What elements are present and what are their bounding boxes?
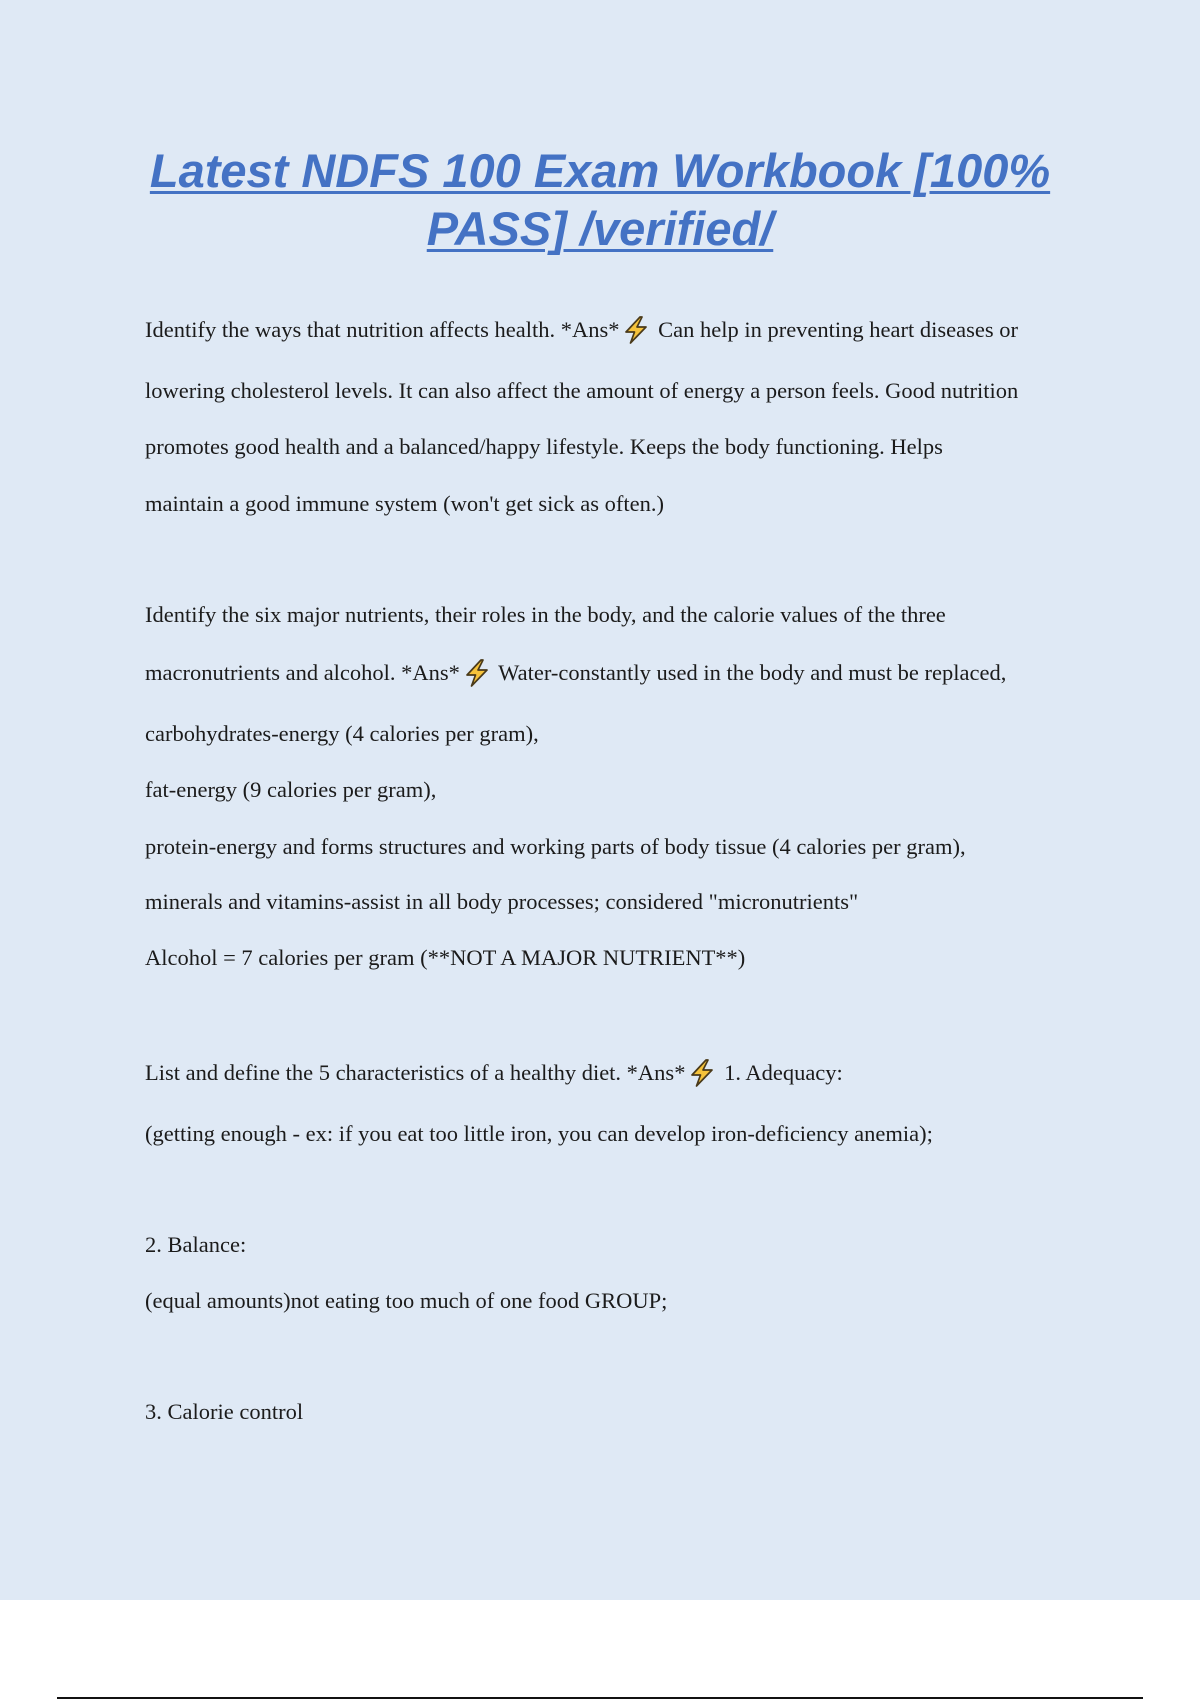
q3-question-text: List and define the 5 characteristics of a healthy diet. *Ans* bbox=[145, 1060, 686, 1085]
q2-line-6: minerals and vitamins-assist in all body processes; considered "micronutrients" bbox=[145, 889, 859, 914]
q2-line-1: Identify the six major nutrients, their roles in the body, and the calorie values of the three bbox=[145, 602, 946, 627]
q2-line-4: fat-energy (9 calories per gram), bbox=[145, 777, 437, 802]
q3-line-2: (getting enough - ex: if you eat too little iron, you can develop iron-deficiency anemia); bbox=[145, 1121, 933, 1146]
lightning-bolt-icon bbox=[621, 316, 651, 344]
q3-line-3: 2. Balance: bbox=[145, 1232, 247, 1257]
q2-question-text: macronutrients and alcohol. *Ans* bbox=[145, 660, 460, 685]
q3-answer-start: 1. Adequacy: bbox=[718, 1060, 843, 1085]
document-title: Latest NDFS 100 Exam Workbook [100% PASS] /verified/ bbox=[149, 144, 1051, 255]
q2-line-7: Alcohol = 7 calories per gram (**NOT A MAJOR NUTRIENT**) bbox=[145, 945, 746, 970]
q1-question-text: Identify the ways that nutrition affects health. *Ans* bbox=[145, 317, 620, 342]
q1-answer-start: Can help in preventing heart diseases or bbox=[652, 317, 1018, 342]
q3-line-5: 3. Calorie control bbox=[145, 1399, 304, 1424]
q3-line-1 bbox=[145, 1059, 843, 1087]
q3-line-4: (equal amounts)not eating too much of one food GROUP; bbox=[145, 1288, 668, 1313]
footer-divider bbox=[57, 1697, 1143, 1699]
q2-line-2 bbox=[145, 659, 1006, 687]
lightning-bolt-icon bbox=[687, 1059, 717, 1087]
q2-answer-start: Water-constantly used in the body and must be replaced, bbox=[492, 660, 1007, 685]
q2-line-3: carbohydrates-energy (4 calories per gram), bbox=[145, 721, 539, 746]
q1-line-1 bbox=[145, 316, 1018, 344]
q1-line-4: maintain a good immune system (won't get sick as often.) bbox=[145, 491, 664, 516]
q1-line-2: lowering cholesterol levels. It can also affect the amount of energy a person feels. Good nutrition bbox=[145, 378, 1019, 403]
lightning-bolt-icon bbox=[462, 659, 492, 687]
q1-line-3: promotes good health and a balanced/happy lifestyle. Keeps the body functioning. Helps bbox=[145, 434, 943, 459]
q2-line-5: protein-energy and forms structures and working parts of body tissue (4 calories per gram), bbox=[145, 834, 966, 859]
